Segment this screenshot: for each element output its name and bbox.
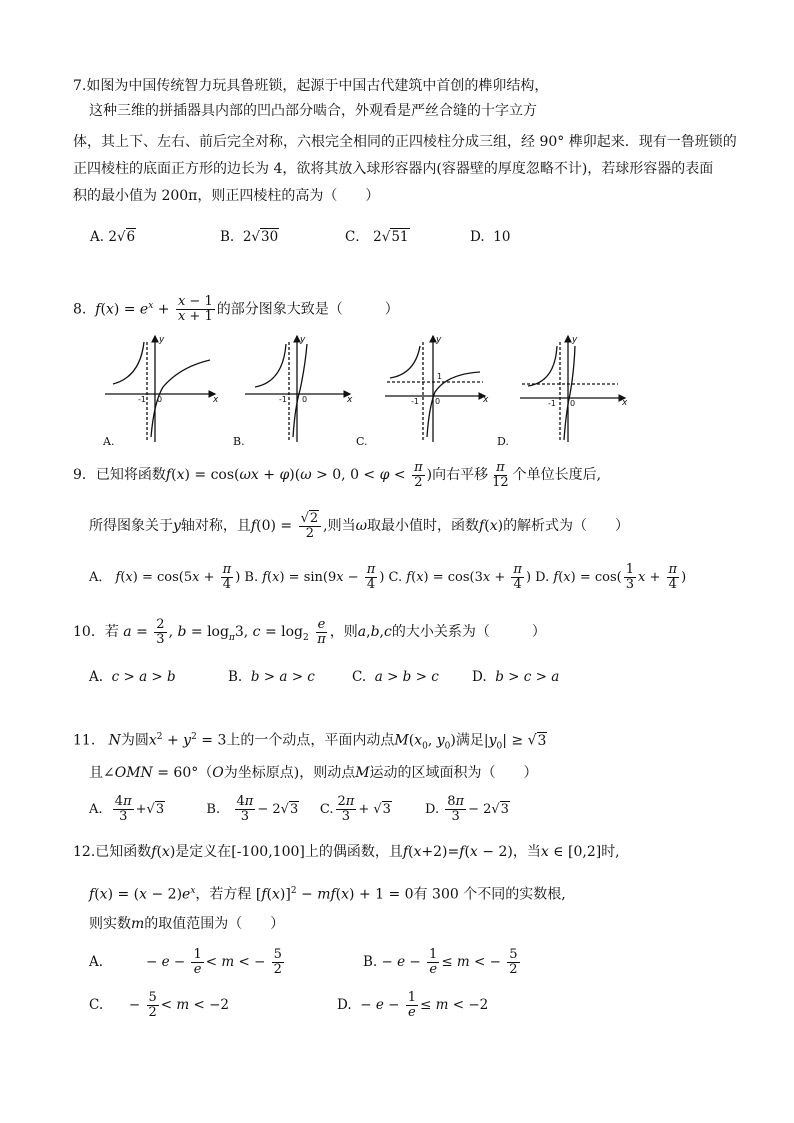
svg-text:y: y bbox=[300, 335, 306, 345]
q11-line1: 11. N为圆$x^2 + y^2 = 3$上的一个动点，平面内动点$M(x_0$, $y_0$)满足$|y_0| \ge √3$ bbox=[73, 732, 547, 752]
q7-option-d: D. 10 bbox=[470, 229, 511, 245]
q10-option-a: A. c > a > b bbox=[89, 669, 176, 685]
q8-graph-label-c: C. bbox=[356, 435, 368, 448]
q12-option-b: B. − e − $\frac{1}{e}$ ≤ m < − $\frac{5}{2}$ bbox=[363, 947, 518, 977]
svg-text:0: 0 bbox=[570, 399, 576, 408]
svg-text:x: x bbox=[483, 395, 489, 405]
graph-c bbox=[385, 335, 489, 442]
svg-text:-1: -1 bbox=[411, 397, 419, 406]
q8-graphs bbox=[95, 332, 655, 452]
q8-stem: 8. $f(x) = e^x$ + $\frac{x - 1}{x + 1}$ 的部分图象大致是（ ） bbox=[73, 294, 399, 325]
graph-a bbox=[105, 335, 219, 442]
q10-stem: 10．若 a = $\frac{2}{3}$ , $b = \log_\pi 3$, $c = \log_2$ $\frac{e}{\pi}$ ，则a,b,c的大小关系为（ ） bbox=[73, 616, 546, 647]
q12-option-d: D. − e − $\frac{1}{e}$ ≤ m < −2 bbox=[337, 990, 489, 1020]
svg-text:0: 0 bbox=[435, 397, 441, 406]
q12-option-c: C. − $\frac{5}{2}$ < m < −2 bbox=[89, 990, 229, 1020]
q7-line5: 积的最小值为 200π，则正四棱柱的高为（ ） bbox=[73, 188, 380, 204]
q10-option-c: C. a > b > c bbox=[352, 669, 439, 685]
q7-line2: 这种三维的拼插器具内部的凹凸部分啮合，外观看是严丝合缝的十字立方 bbox=[89, 103, 537, 119]
q10-option-d: D. b > c > a bbox=[472, 669, 560, 685]
svg-text:y: y bbox=[159, 335, 165, 345]
svg-text:y: y bbox=[436, 335, 442, 345]
svg-text:0: 0 bbox=[157, 395, 163, 404]
q8-graph-label-a: A. bbox=[103, 435, 115, 448]
q12-line2: $f(x) = (x - 2)e^x$，若方程 $[f(x)]^2 - mf(x) + 1 = 0$有 300 个不同的实数根, bbox=[89, 886, 566, 903]
q7-option-a: A. 2√6 bbox=[90, 229, 136, 245]
svg-text:x: x bbox=[622, 398, 628, 408]
svg-text:-1: -1 bbox=[138, 395, 146, 404]
q7-option-c: C． 2√51 bbox=[345, 229, 409, 245]
q8-graph-label-b: B. bbox=[233, 435, 245, 448]
q12-line1: 12.已知函数f(x)是定义在[-100,100]上的偶函数，且f(x+2)=f(x − 2)，当x ∈ [0,2]时, bbox=[73, 844, 620, 860]
q7-line1: 7.如图为中国传统智力玩具鲁班锁，起源于中国古代建筑中首创的榫卯结构， bbox=[73, 78, 549, 94]
svg-text:x: x bbox=[347, 395, 353, 405]
q10-option-b: B. b > a > c bbox=[228, 669, 315, 685]
svg-text:x: x bbox=[213, 395, 219, 405]
svg-text:y: y bbox=[572, 335, 578, 345]
q12-line3: 则实数m的取值范围为（ ） bbox=[89, 916, 285, 932]
graph-d bbox=[520, 335, 628, 442]
q12-option-a: A. − e − $\frac{1}{e}$ < m < − $\frac{5}{2}$ bbox=[89, 947, 282, 977]
svg-text:0: 0 bbox=[302, 395, 308, 404]
svg-text:-1: -1 bbox=[548, 399, 556, 408]
q9-options: A． f(x) = cos(5x + $\frac{\pi}{4}$ ) B. f(x) = sin(9x − $\frac{\pi}{4}$ ) C. f(x) = cos(3x + $\frac{\pi}{4}$ ) D. f(x) = cos( $\frac{1}{3}$ x + $\frac{\pi}{4}$ ) bbox=[89, 562, 687, 592]
q9-line1: 9．已知将函数f(x) = cos(ωx + φ)(ω > 0, 0 < φ < $\frac{\pi}{2}$ )向右平移 $\frac{\pi}{12}$ 个单位长度后, bbox=[73, 459, 602, 490]
graph-b bbox=[245, 335, 353, 442]
svg-text:-1: -1 bbox=[279, 395, 287, 404]
q9-line2: 所得图象关于y轴对称，且f(0) = $\frac{√2}{2}$ ,则当ω取最小值时，函数f(x)的解析式为（ ） bbox=[89, 510, 630, 541]
q7-option-b: B. 2√30 bbox=[220, 229, 279, 245]
q7-line3: 体，其上下、左右、前后完全对称，六根完全相同的正四棱柱分成三组，经 90° 榫卯起来．现有一鲁班锁的 bbox=[73, 134, 737, 150]
svg-text:1: 1 bbox=[437, 372, 443, 381]
q11-line2: 且∠OMN = 60°（O为坐标原点)，则动点M运动的区域面积为（ ） bbox=[89, 765, 538, 781]
q11-options: A. $\frac{4\pi}{3}$ +√3 B. $\frac{4\pi}{3}$ − 2√3 C. $\frac{2\pi}{3}$ + √3 D. $\frac{8\pi}{3}$ − 2√3 bbox=[89, 794, 509, 824]
q7-line4: 正四棱柱的底面正方形的边长为 4，欲将其放入球形容器内(容器壁的厚度忽略不计)，若球形容器的表面 bbox=[73, 161, 714, 177]
q8-graph-label-d: D. bbox=[497, 435, 509, 448]
